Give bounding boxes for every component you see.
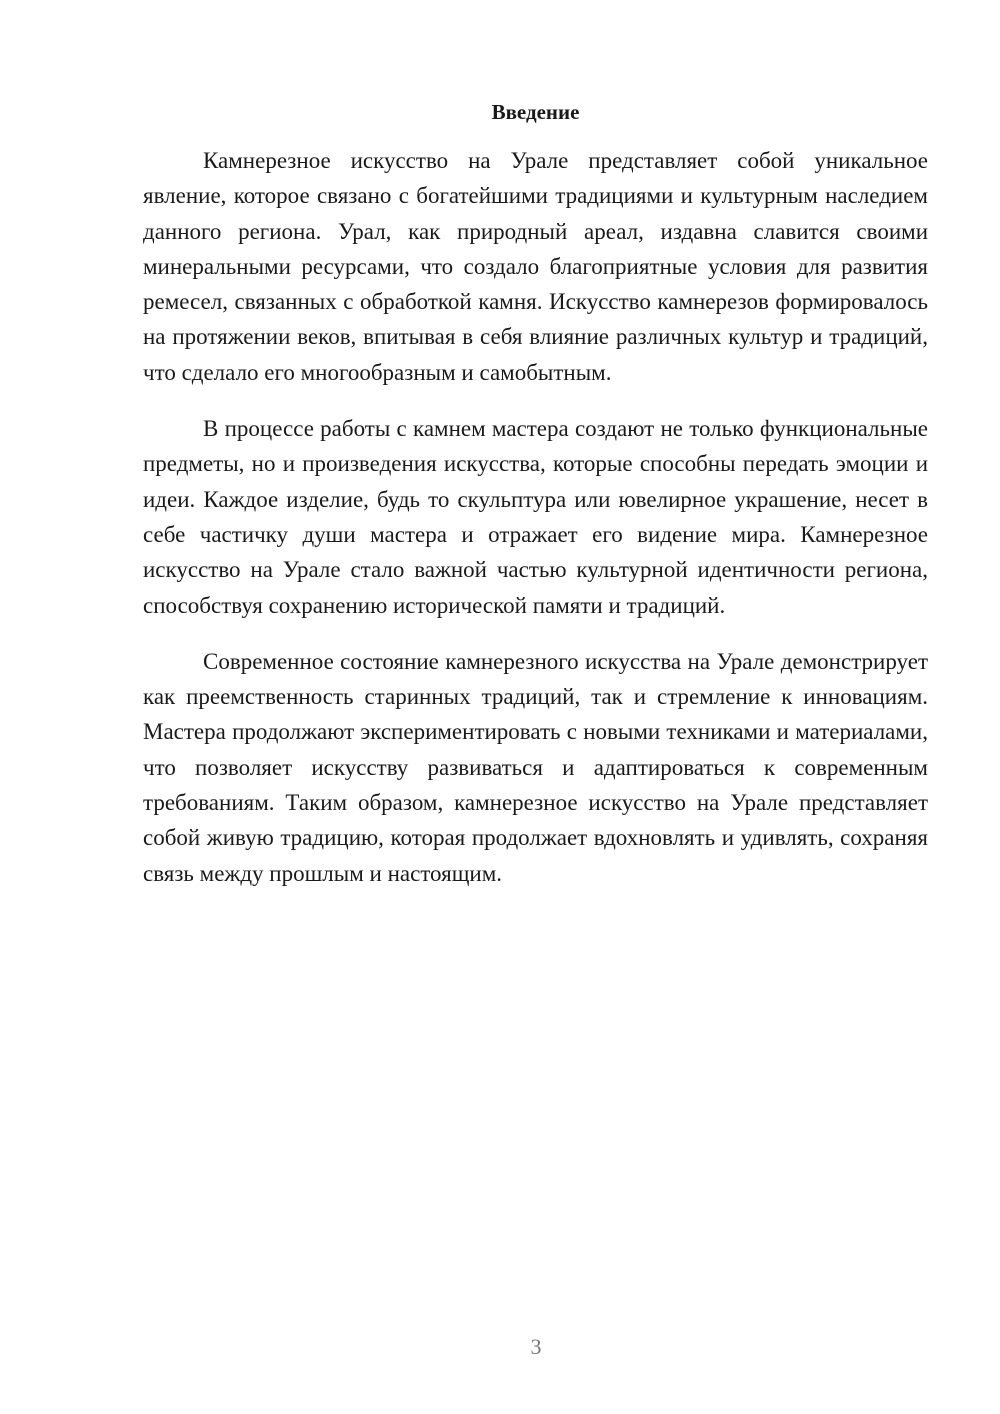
paragraph-2: В процессе работы с камнем мастера создают не только функциональные предметы, но и произведения искусства, которые способны передать эмоции и идеи. Каждое изделие, будь то скульптура или ювелирное украшение, несет в себе частичку души мастера и отражает его видение мира. Камнерезное искусство на Урале стало важной частью культурной идентичности региона, способствуя сохранению исторической памяти и традиций. bbox=[143, 416, 928, 618]
section-title: Введение bbox=[491, 100, 580, 124]
paragraph-1: Камнерезное искусство на Урале представляет собой уникальное явление, которое связано с богатейшими традициями и культурным наследием данного региона. Урал, как природный ареал, издавна славится своими минеральными ресурсами, что создало благоприятные условия для развития ремесел, связанных с обработкой камня. Искусство камнерезов формировалось на протяжении веков, впитывая в себя влияние различных культур и традиций, что сделало его многообразным и самобытным. bbox=[143, 148, 928, 385]
page-number: 3 bbox=[530, 1334, 542, 1359]
paragraph-3: Современное состояние камнерезного искусства на Урале демонстрирует как преемственность старинных традиций, так и стремление к инновациям. Мастера продолжают экспериментировать с новыми техниками и материалами, что позволяет искусству развиваться и адаптироваться к современным требованиям. Таким образом, камнерезное искусство на Урале представляет собой живую традицию, которая продолжает вдохновлять и удивлять, сохраняя связь между прошлым и настоящим. bbox=[143, 648, 928, 886]
body-text bbox=[143, 143, 928, 912]
